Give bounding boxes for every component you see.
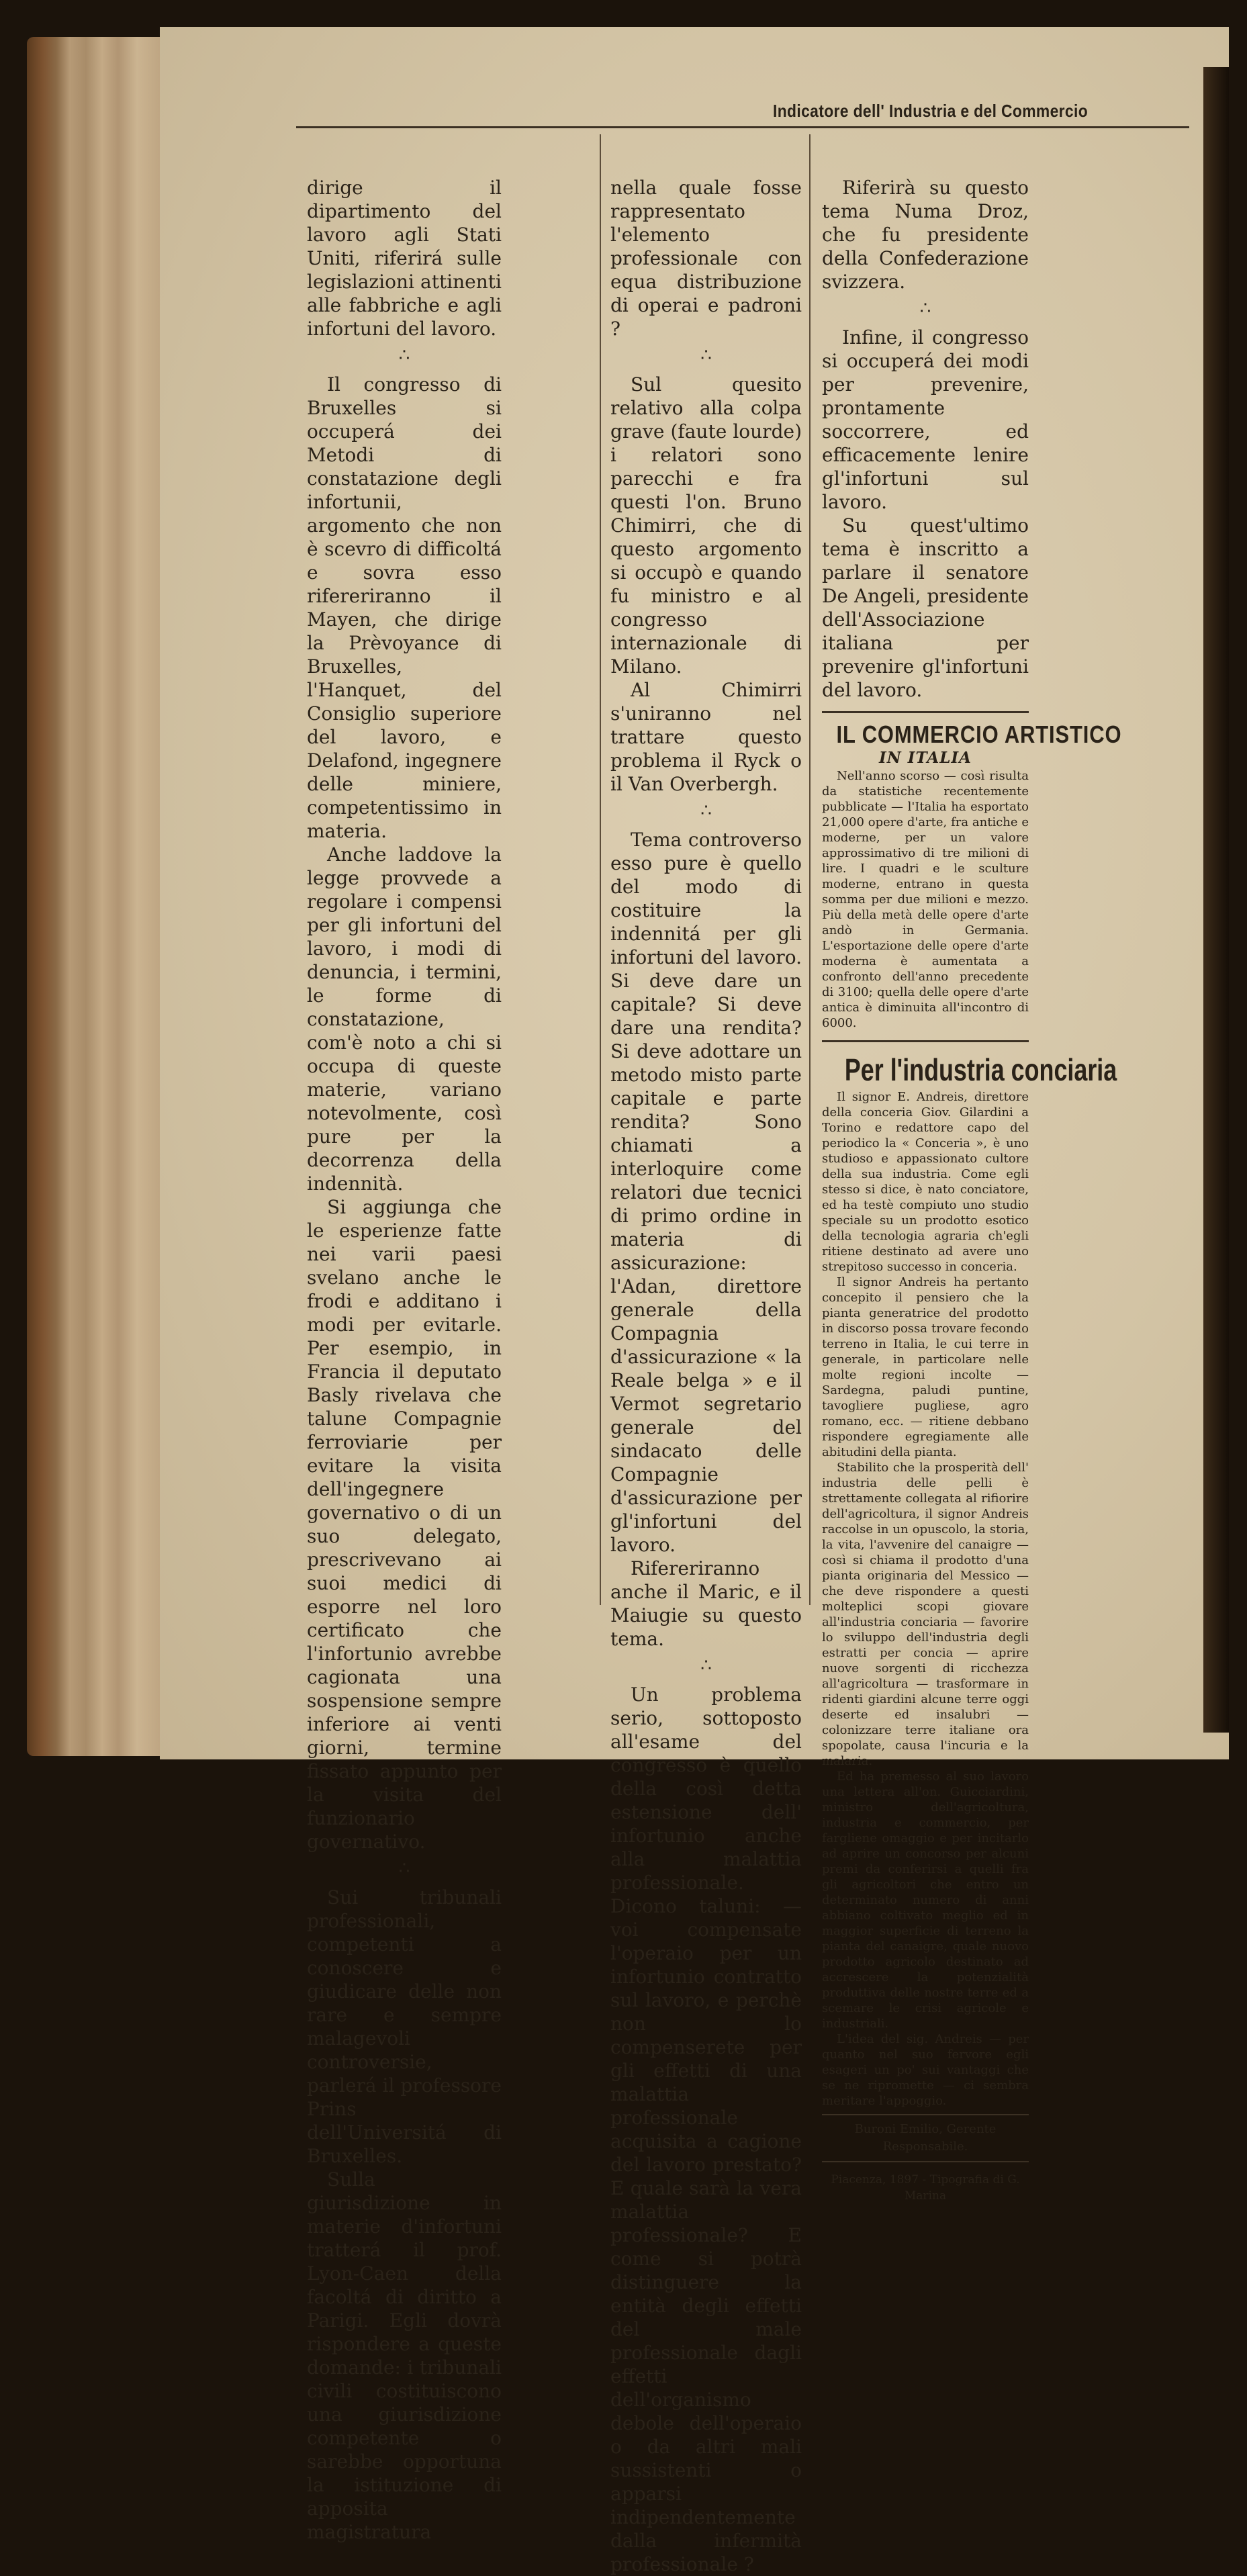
conciaria-paragraph: Il signor E. Andreis, direttore della conceria Giov. Gilardini a Torino e redattore capo del periodico la « Conceria », è uno studioso e appassionato cultore della sua industria. Come egli stesso si dice, è nato conciatore, ed ha testè compiuto uno studio speciale su un prodotto esotico della tecnologia agraria ch'egli ritiene destinato ad avere uno strepitoso successo in conceria. (822, 1090, 1029, 1274)
conciaria-paragraph: Stabilito che la prosperità dell' industria delle pelli è strettamente collegata al rifiorire dell'agricoltura, il signor Andreis raccolse in un opuscolo, la storia, la vita, l'avvenire del canaigre — così si chiama il prodotto d'una pianta originaria del Messico — che deve rispondere a questi molteplici scopi giovare all'industria conciaria — favorire lo sviluppo dell'industria degli estratti per concia — aprire nuove sorgenti di ricchezza all'agricoltura — trasformare in ridenti giardini alcune terre oggi deserte ed insalubri — colonizzare terre italiane ora spopolate, causa l'incuria e la malaria. (822, 1461, 1029, 1768)
column-2 (610, 176, 802, 2576)
col1-paragraph: Il congresso di Bruxelles si occuperá dei Metodi di constatazione degli infortunii, argomento che non è scevro di difficoltá e sovra esso rifereriranno il Mayen, che dirige la Prèvoyance di Bruxelles, l'Hanquet, del Consiglio superiore del lavoro, e Delafond, ingegnere delle miniere, competentissimo in materia. (307, 373, 502, 842)
column-1 (307, 176, 502, 2544)
col2-paragraph: Tema controverso esso pure è quello del modo di costituire la indennitá per gli infortuni del lavoro. Si deve dare un capitale? Si deve dare una rendita? Si deve adottare un metodo misto parte capitale e parte rendita? Sono chiamati a interloquire come relatori due tecnici di primo ordine in materia di assicurazione: l'Adan, direttore generale della Compagnia d'assicurazione « la Reale belga » e il Vermot segretario generale del sindacato delle Compagnie d'assicurazione per gl'infortuni del lavoro. (610, 829, 802, 1556)
col1-paragraph: Sui tribunali professionali, competenti a conoscere e giudicare delle non rare e sempre malagevoli controversie, parlerá il professore Prins dell'Universitá di Bruxelles. (307, 1886, 502, 2167)
book-binding (27, 37, 161, 1756)
section-separator: ∴ (398, 1858, 410, 1878)
gerente-signature: Buroni Emilio, Gerente Responsabile. (854, 2122, 997, 2154)
commercio-subtitle: IN ITALIA (878, 749, 972, 767)
column-3 (822, 176, 1122, 2204)
conciaria-paragraph: Ed ha premesso al suo lavoro una lettera all'on. Guicciardini, ministro dell'agricoltura, industria e commercio, per fargliene omaggio e per incitarlo ad aprire un concorso per alcuni premi da conferirsi a quelli fra gli agricoltori che entro un determinato numero di anni abbiano coltivato meglio ed in maggior superficie di terreno la pianta del canaigre, quale nuovo prodotto agricolo destinato ad accrescere la potenzialità produttiva delle nostre terre ed a scemare le crisi agricole e industriali. (822, 1769, 1029, 2031)
commercio-body: Nell'anno scorso — così risulta da statistiche recentemente pubblicate — l'Italia ha esportato 21,000 opere d'arte, fra antiche e moderne, per un valore approssimativo di tre milioni di lire. I quadri e le sculture moderne, entrano in questa somma per due milioni e mezzo. Più della metà delle opere d'arte andò in Germania. L'esportazione delle opere d'arte moderna è aumentata a confronto dell'anno precedente di 3100; quella delle opere d'arte antica è diminuita all'incontro di 6000. (822, 769, 1029, 1030)
col2-paragraph: Al Chimirri s'uniranno nel trattare questo problema il Ryck o il Van Overbergh. (610, 679, 802, 795)
newspaper-page (160, 27, 1229, 2575)
section-separator: ∴ (700, 345, 712, 365)
section-rule (822, 2161, 1029, 2162)
section-separator: ∴ (919, 298, 931, 318)
section-rule (822, 711, 1029, 713)
conciaria-article (822, 1089, 1029, 2109)
printer-imprint: Piacenza, 1897 - Tipografia di G. Marina (831, 2173, 1020, 2203)
page-edge-shadow (1203, 67, 1229, 1733)
col3-paragraph: Su quest'ultimo tema è inscritto a parlare il senatore De Angeli, presidente dell'Associazione italiana per prevenire gl'infortuni del lavoro. (822, 514, 1029, 701)
section-rule (822, 1040, 1029, 1042)
page-header (296, 99, 1189, 128)
section-separator: ∴ (700, 800, 712, 821)
conciaria-paragraph: L'idea del sig. Andreis — per quanto nel suo fervore egli esageri un po' sui vantaggi che se ne ripromette — ci sembra meritare l'appoggio. (822, 2032, 1029, 2108)
col2-paragraph: Rifereriranno anche il Maric, e il Maiugie su questo tema. (610, 1557, 802, 1650)
col1-paragraph: dirige il dipartimento del lavoro agli Stati Uniti, riferirá sulle legislazioni attinenti alle fabbriche e agli infortuni del lavoro. (307, 177, 502, 340)
section-separator: ∴ (398, 345, 410, 365)
section-rule (822, 2114, 1029, 2115)
col2-paragraph: Un problema serio, sottoposto all'esame del congresso è quello della così detta estensione dell' infortunio anche alla malattia professionale. Dicono taluni: — voi compensate l'operaio per un infortunio contratto sul lavoro, e perchè non lo compenserete per gli effetti di una malattia professionale acquisita a cagione del lavoro prestato? E quale sarà la vera malattia professionale? E come si potrà distinguere la entità degli effetti del male professionale dagli effetti dell'organismo debole dell'operaio o da altri mali sussistenti o apparsi indipendentemente dalla infermità professionale ? (610, 1684, 802, 2575)
col3-paragraph: Infine, il congresso si occuperá dei modi per prevenire, prontamente soccorrere, ed efficacemente lenire gl'infortuni sul lavoro. (822, 326, 1029, 513)
col1-paragraph: Si aggiunga che le esperienze fatte nei varii paesi svelano anche le frodi e additano i modi per evitarle. Per esempio, in Francia il deputato Basly rivelava che talune Compagnie ferroviarie per evitare la visita dell'ingegnere governativo o di un suo delegato, prescrivevano ai suoi medici di esporre nel loro certificato che l'infortunio avrebbe cagionata una sospensione sempre inferiore ai venti giorni, termine fissato appunto per la visita del funzionario governativo. (307, 1196, 502, 1853)
col1-paragraph: Sulla giurisdizione in materie d'infortuni tratterá il prof. Lyon-Caen della facoltá di diritto a Parigi. Egli dovrà rispondere a queste domande: i tribunali civili costituiscono una giurisdizione competente o sarebbe opportuna la istituzione di apposita magistratura (307, 2168, 502, 2543)
conciaria-title: Per l'industria conciaria (844, 1052, 1117, 1087)
col3-paragraph: Riferirà su questo tema Numa Droz, che fu presidente della Confederazione svizzera. (822, 177, 1029, 293)
header-title: Indicatore dell' Industria e del Commercio (773, 101, 1089, 121)
commercio-article (822, 768, 1029, 1031)
col2-paragraph: nella quale fosse rappresentato l'elemento professionale con equa distribuzione di operai e padroni ? (610, 177, 802, 340)
conciaria-paragraph: Il signor Andreis ha pertanto concepito il pensiero che la pianta generatrice del prodotto in discorso possa trovare fecondo terreno in Italia, le cui terre in generale, in particolare nelle molte regioni incolte — Sardegna, paludi puntine, tavogliere pugliese, agro romano, ecc. — ritiene debbano rispondere egregiamente alle abitudini della pianta. (822, 1275, 1029, 1459)
commercio-title: IL COMMERCIO ARTISTICO (836, 721, 1122, 748)
column-divider-1 (600, 134, 601, 1605)
col1-paragraph: Anche laddove la legge provvede a regolare i compensi per gli infortuni del lavoro, i modi di denuncia, i termini, le forme di constatazione, com'è noto a chi si occupa di queste materie, variano notevolmente, così pure per la decorrenza della indennità. (307, 843, 502, 1195)
col2-paragraph: Sul quesito relativo alla colpa grave (faute lourde) i relatori sono parecchi e fra questi l'on. Bruno Chimirri, che di questo argomento si occupò e quando fu ministro e al congresso internazionale di Milano. (610, 373, 802, 678)
column-divider-2 (809, 134, 811, 1605)
section-separator: ∴ (700, 1655, 712, 1675)
